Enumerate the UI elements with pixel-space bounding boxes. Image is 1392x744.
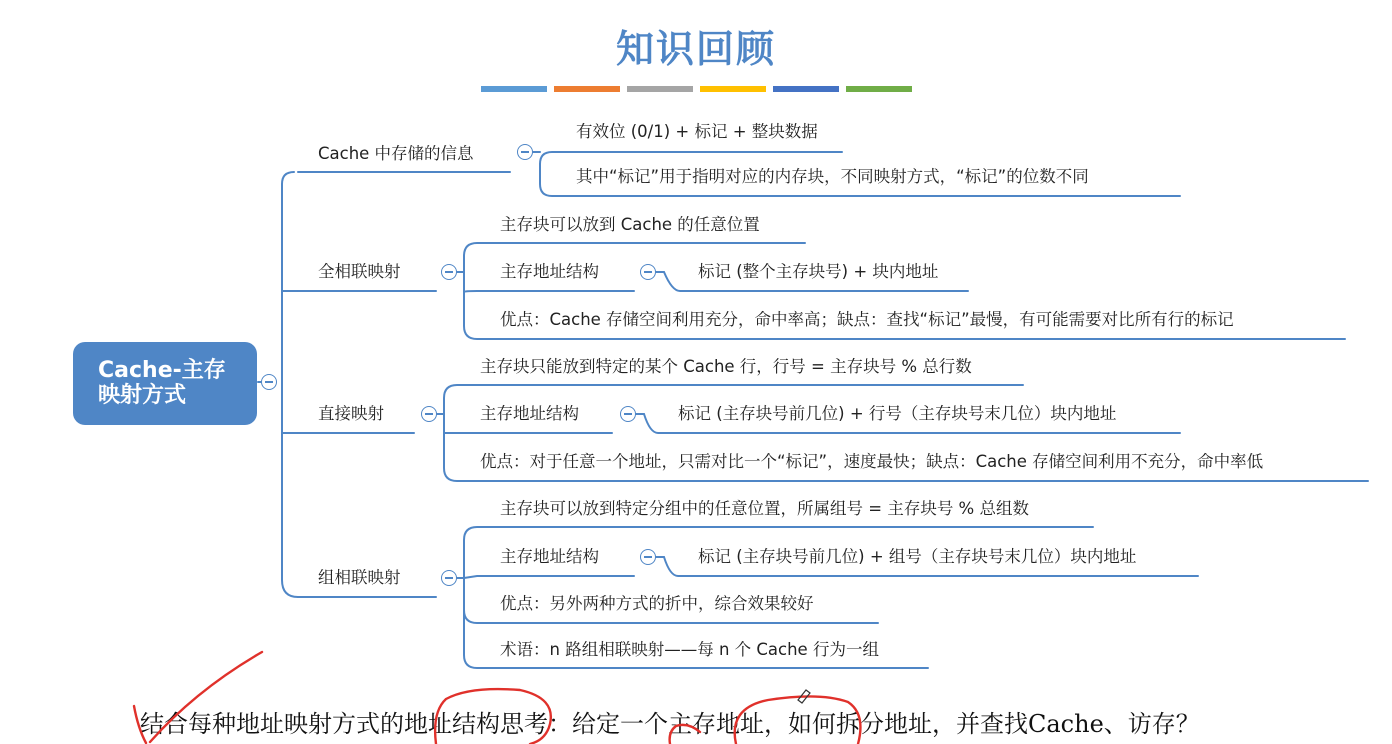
set-associative-terminology[interactable]: 术语：n 路组相联映射——每 n 个 Cache 行为一组 <box>500 640 879 659</box>
root-label-line2: 映射方式 <box>98 383 187 408</box>
fully-associative-address-collapse-icon[interactable] <box>640 264 656 280</box>
set-associative-address-structure[interactable]: 主存地址结构 <box>500 547 599 566</box>
direct-mapped-address-structure[interactable]: 主存地址结构 <box>480 404 579 423</box>
root-node[interactable] <box>73 342 257 425</box>
page-title: 知识回顾 <box>615 27 776 71</box>
storage-info-item-tag-note[interactable]: 其中“标记”用于指明对应的内存块，不同映射方式，“标记”的位数不同 <box>576 167 1089 186</box>
storage-info-item-valid-bit[interactable]: 有效位 (0/1) + 标记 + 整块数据 <box>576 122 818 141</box>
branch-storage-info[interactable]: Cache 中存储的信息 <box>318 144 474 163</box>
root-label-line1: Cache-主存 <box>98 358 226 383</box>
bottom-note: 结合每种地址映射方式的地址结构思考：给定一个主存地址，如何拆分地址，并查找Cache、访存？ <box>140 710 1200 738</box>
root-collapse-icon[interactable] <box>261 374 277 390</box>
direct-mapped-placement[interactable]: 主存块只能放到特定的某个 Cache 行，行号 = 主存块号 % 总行数 <box>480 357 972 376</box>
branch-set-associative[interactable]: 组相联映射 <box>318 568 401 587</box>
fully-associative-address-value[interactable]: 标记 (整个主存块号) + 块内地址 <box>698 262 939 281</box>
set-associative-address-collapse-icon[interactable] <box>640 549 656 565</box>
set-associative-placement[interactable]: 主存块可以放到特定分组中的任意位置，所属组号 = 主存块号 % 总组数 <box>500 499 1029 518</box>
direct-mapped-address-value[interactable]: 标记 (主存块号前几位) + 行号（主存块号末几位）块内地址 <box>678 404 1117 423</box>
fully-associative-pros-cons[interactable]: 优点：Cache 存储空间利用充分，命中率高；缺点：查找“标记”最慢，有可能需要对比所有行的标记 <box>500 310 1234 329</box>
set-associative-collapse-icon[interactable] <box>441 570 457 586</box>
set-associative-pros-cons[interactable]: 优点：另外两种方式的折中，综合效果较好 <box>500 594 814 613</box>
fully-associative-address-structure[interactable]: 主存地址结构 <box>500 262 599 281</box>
direct-mapped-pros-cons[interactable]: 优点：对于任意一个地址，只需对比一个“标记”，速度最快；缺点：Cache 存储空间利用不充分，命中率低 <box>480 452 1264 471</box>
fully-associative-collapse-icon[interactable] <box>441 264 457 280</box>
set-associative-address-value[interactable]: 标记 (主存块号前几位) + 组号（主存块号末几位）块内地址 <box>698 547 1137 566</box>
direct-mapped-collapse-icon[interactable] <box>421 406 437 422</box>
direct-mapped-address-collapse-icon[interactable] <box>620 406 636 422</box>
fully-associative-placement[interactable]: 主存块可以放到 Cache 的任意位置 <box>500 215 760 234</box>
branch-direct-mapped[interactable]: 直接映射 <box>318 404 384 423</box>
branch-fully-associative[interactable]: 全相联映射 <box>318 262 401 281</box>
storage-info-collapse-icon[interactable] <box>517 144 533 160</box>
